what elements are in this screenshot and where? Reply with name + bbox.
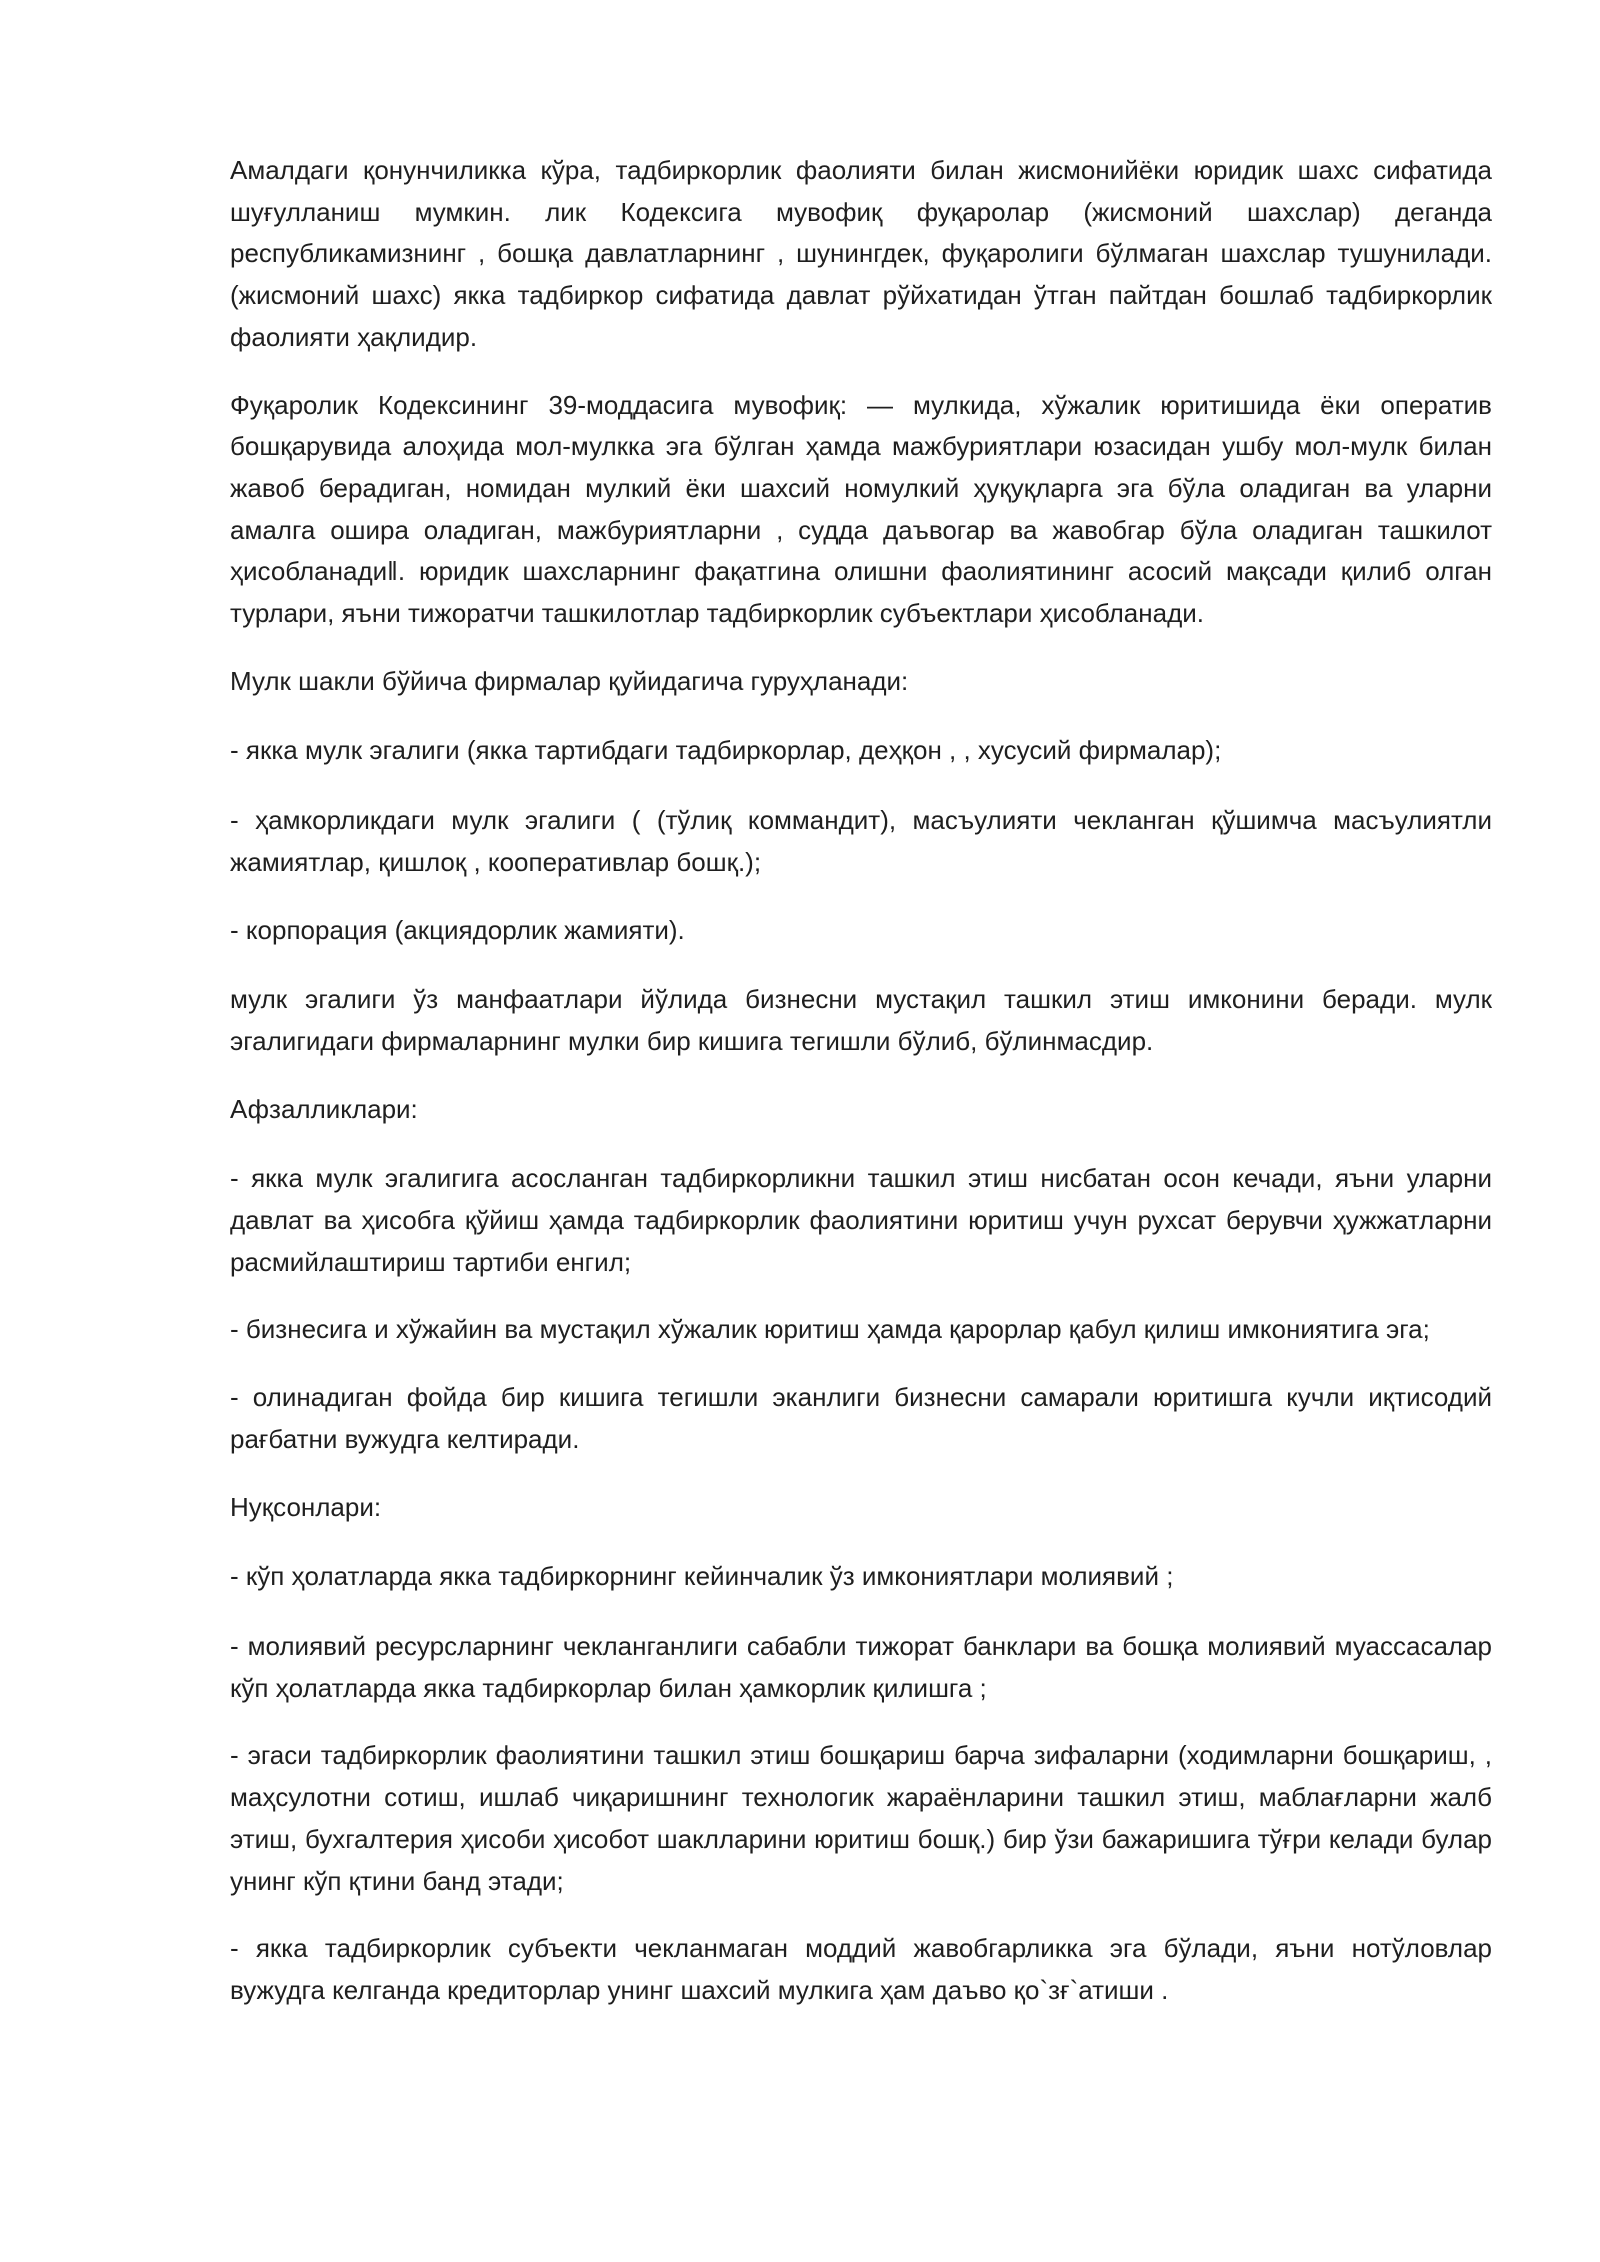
- list-item-corporation: - корпорация (акциядорлик жамияти).: [230, 914, 685, 945]
- list-item-partnership: - ҳамкорликдаги мулк эгалиги ( (тўлиқ коммандит), масъулияти чекланган қўшимча масъулиятли жамиятлар, қишлоқ , кооперативлар бошқ.);: [230, 805, 1492, 877]
- list-item-advantage-2: - бизнесига и хўжайин ва мустақил хўжалик юритиш ҳамда қарорлар қабул қилиш имкониятига эга;: [230, 1314, 1430, 1345]
- list-item-sole-ownership: - якка мулк эгалиги (якка тартибдаги тадбиркорлар, деҳқон , , хусусий фирмалар);: [230, 735, 1222, 766]
- list-item-advantage-3: - олинадиган фойда бир кишига тегишли эканлиги бизнесни самарали юритишга кучли иқтисодий рағбатни вужудга келтиради.: [230, 1382, 1492, 1454]
- list-item-disadvantage-1: - кўп ҳолатларда якка тадбиркорнинг кейинчалик ўз имкониятлари молиявий ;: [230, 1561, 1174, 1592]
- document-page: [230, 150, 1492, 2038]
- heading-advantages: Афзалликлари:: [230, 1093, 418, 1124]
- list-item-disadvantage-3: - эгаси тадбиркорлик фаолиятини ташкил этиш бошқариш барча зифаларни (ходимларни бошқариш, , маҳсулотни сотиш, ишлаб чиқаришнинг технологик жараёнларини ташкил этиш, маблағларни жалб этиш, бухгалтерия ҳисоби ҳисобот шаклларини юритиш бошқ.) бир ўзи бажаришига тўғри келади булар унинг кўп қтини банд этади;: [230, 1740, 1492, 1896]
- paragraph-sole-ownership-summary: мулк эгалиги ўз манфаатлари йўлида бизнесни мустақил ташкил этиш имконини беради. мулк эгалигидаги фирмаларнинг мулки бир кишига тегишли бўлиб, бўлинмасдир.: [230, 984, 1492, 1056]
- paragraph-civil-code-article-39: Фуқаролик Кодексининг 39-моддасига мувофиқ: — мулкида, хўжалик юритишида ёки оператив бошқарувида алоҳида мол-мулкка эга бўлган ҳамда мажбуриятлари юзасидан ушбу мол-мулк билан жавоб берадиган, номидан мулкий ёки шахсий номулкий ҳуқуқларга эга бўла оладиган ва уларни амалга ошира оладиган, мажбуриятларни , судда даъвогар ва жавобгар бўла оладиган ташкилот ҳисобланади‖. юридик шахсларнинг фақатгина олишни фаолиятининг асосий мақсади қилиб олган турлари, яъни тижоратчи ташкилотлар тадбиркорлик субъектлари ҳисобланади.: [230, 389, 1492, 629]
- list-item-disadvantage-2: - молиявий ресурсларнинг чекланганлиги сабабли тижорат банклари ва бошқа молиявий муассасалар кўп ҳолатларда якка тадбиркорлар билан ҳамкорлик қилишга ;: [230, 1630, 1492, 1703]
- list-item-disadvantage-4: - якка тадбиркорлик субъекти чекланмаган моддий жавобгарликка эга бўлади, яъни нотўловлар вужудга келганда кредиторлар унинг шахсий мулкига ҳам даъво қо`зғ`атиши .: [230, 1933, 1492, 2005]
- paragraph-entrepreneurship-intro: Амалдаги қонунчиликка кўра, тадбиркорлик фаолияти билан жисмонийёки юридик шахс сифатида шуғулланиш мумкин. лик Кодексига мувофиқ фуқаролар (жисмоний шахслар) деганда республикамизнинг , бошқа давлатларнинг , шунингдек, фуқаролиги бўлмаган шахслар тушунилади. (жисмоний шахс) якка тадбиркор сифатида давлат рўйхатидан ўтган пайтдан бошлаб тадбиркорлик фаолияти ҳақлидир.: [230, 155, 1492, 352]
- heading-disadvantages: Нуқсонлари:: [230, 1491, 382, 1522]
- list-item-advantage-1: - якка мулк эгалигига асосланган тадбиркорликни ташкил этиш нисбатан осон кечади, яъни уларни давлат ва ҳисобга қўйиш ҳамда тадбиркорлик фаолиятини юритиш учун рухсат берувчи ҳужжатларни расмийлаштириш тартиби енгил;: [230, 1163, 1492, 1277]
- paragraph-ownership-grouping: Мулк шакли бўйича фирмалар қуйидагича гуруҳланади:: [230, 665, 909, 696]
